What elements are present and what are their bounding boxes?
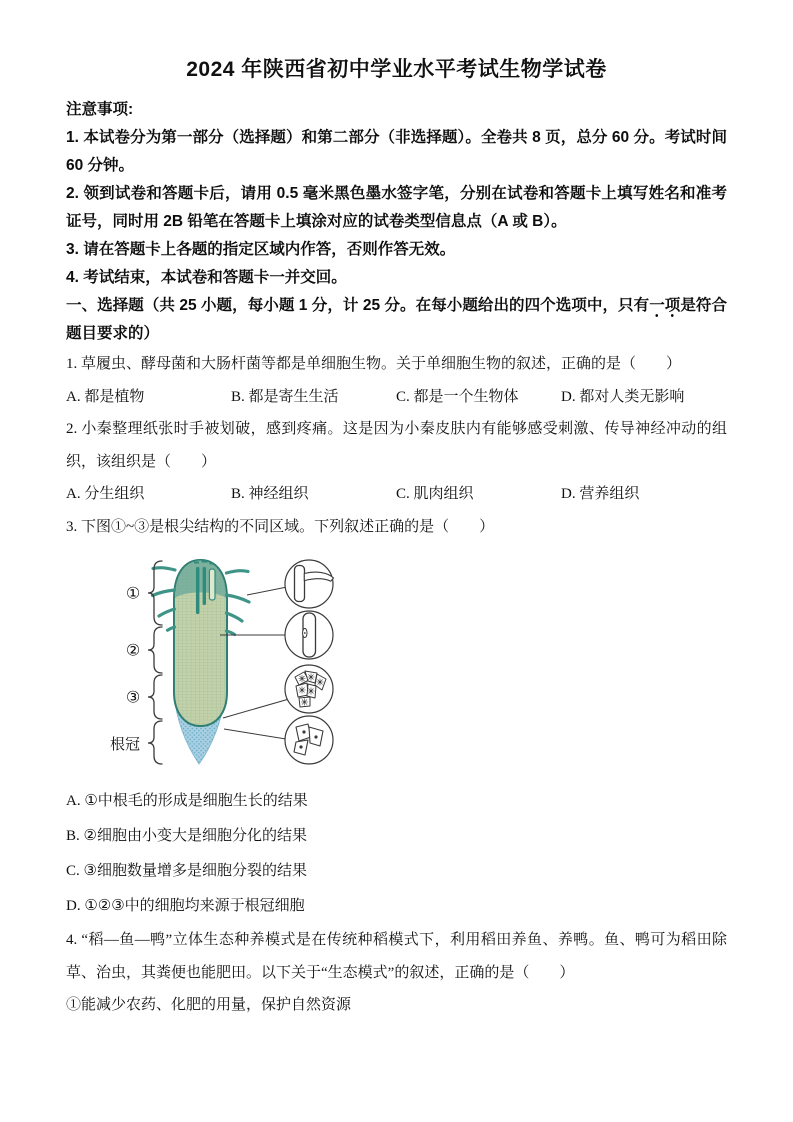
- root-tip-figure: [90, 547, 350, 782]
- section-heading-emphasis: 一项: [649, 297, 680, 318]
- question-2-options: [66, 478, 727, 511]
- question-1: [66, 348, 727, 413]
- zone-1-label: ①: [125, 585, 141, 603]
- question-3-options: [66, 784, 727, 924]
- notice-item-4: 4. 考试结束，本试卷和答题卡一并交回。: [66, 269, 347, 286]
- inset-circle-root-cap-cells: [285, 716, 333, 764]
- question-4-statement-1: ①能减少农药、化肥的用量，保护自然资源: [66, 997, 352, 1013]
- notice-item-1: 1. 本试卷分为第一部分（选择题）和第二部分（非选择题）。全卷共 8 页，总分 60 分。考试时间 60 分钟。: [66, 129, 727, 174]
- question-2-option-c: C. 肌肉组织: [396, 486, 474, 502]
- root-body: [174, 560, 227, 726]
- section-heading: [66, 292, 727, 348]
- question-2-option-a: A. 分生组织: [66, 486, 145, 502]
- question-3-option-d: D. ①②③中的细胞均来源于根冠细胞: [66, 898, 305, 914]
- question-3-option-a: A. ①中根毛的形成是细胞生长的结果: [66, 793, 308, 809]
- question-1-options: [66, 381, 727, 414]
- question-3-text: 3. 下图①~③是根尖结构的不同区域。下列叙述正确的是（ ）: [66, 518, 495, 535]
- notice-heading: 注意事项:: [66, 101, 134, 118]
- zone-3-label: ③: [125, 689, 141, 707]
- section-heading-post: 是符合题目要求的）: [66, 297, 727, 342]
- zone-3-brace: [148, 675, 162, 719]
- notice-item-2: 2. 领到试卷和答题卡后，请用 0.5 毫米黑色墨水签字笔，分别在试卷和答题卡上填写姓名和准考证号，同时用 2B 铅笔在答题卡上填涂对应的试卷类型信息点（A 或 B）。: [66, 185, 727, 230]
- root-cap-label: 根冠: [109, 736, 141, 753]
- root-tip-diagram: [90, 547, 350, 782]
- zone-2-brace: [148, 627, 162, 673]
- connector-lines: [220, 587, 289, 739]
- question-1-option-a: A. 都是植物: [66, 388, 145, 405]
- question-2-option-b: B. 神经组织: [231, 486, 309, 502]
- question-2: [66, 413, 727, 511]
- question-2-option-d: D. 营养组织: [561, 486, 640, 502]
- page-title: 2024 年陕西省初中学业水平考试生物学试卷: [186, 58, 607, 81]
- inset-elongation-cell: [303, 613, 316, 657]
- inset-circle-root-hair-cell: [285, 560, 333, 608]
- question-2-text: 2. 小秦整理纸张时手被划破，感到疼痛。这是因为小秦皮肤内有能够感受刺激、传导神经冲动的组织，该组织是（ ）: [66, 421, 727, 470]
- question-3-option-b: B. ②细胞由小变大是细胞分化的结果: [66, 828, 307, 844]
- question-1-option-c: C. 都是一个生物体: [396, 388, 519, 405]
- question-1-option-d: D. 都对人类无影响: [561, 388, 685, 405]
- notice-section: [66, 96, 727, 292]
- section-heading-pre: 一、选择题（共 25 小题，每小题 1 分，计 25 分。在每小题给出的四个选项中，只有: [66, 297, 650, 314]
- question-1-option-b: B. 都是寄生生活: [231, 388, 339, 405]
- root-cap-brace: [148, 721, 162, 764]
- question-1-text: 1. 草履虫、酵母菌和大肠杆菌等都是单细胞生物。关于单细胞生物的叙述，正确的是（ ）: [66, 356, 682, 372]
- question-3-option-c: C. ③细胞数量增多是细胞分裂的结果: [66, 863, 307, 879]
- question-4-text: 4. “稻—鱼—鸭”立体生态种养模式是在传统种稻模式下，利用稻田养鱼、养鸭。鱼、鸭可为稻田除草、治虫，其粪便也能肥田。以下关于“生态模式”的叙述，正确的是（ ）: [66, 932, 727, 981]
- zone-2-label: ②: [125, 642, 141, 660]
- notice-item-3: 3. 请在答题卡上各题的指定区域内作答，否则作答无效。: [66, 241, 456, 258]
- question-4: [66, 924, 727, 1022]
